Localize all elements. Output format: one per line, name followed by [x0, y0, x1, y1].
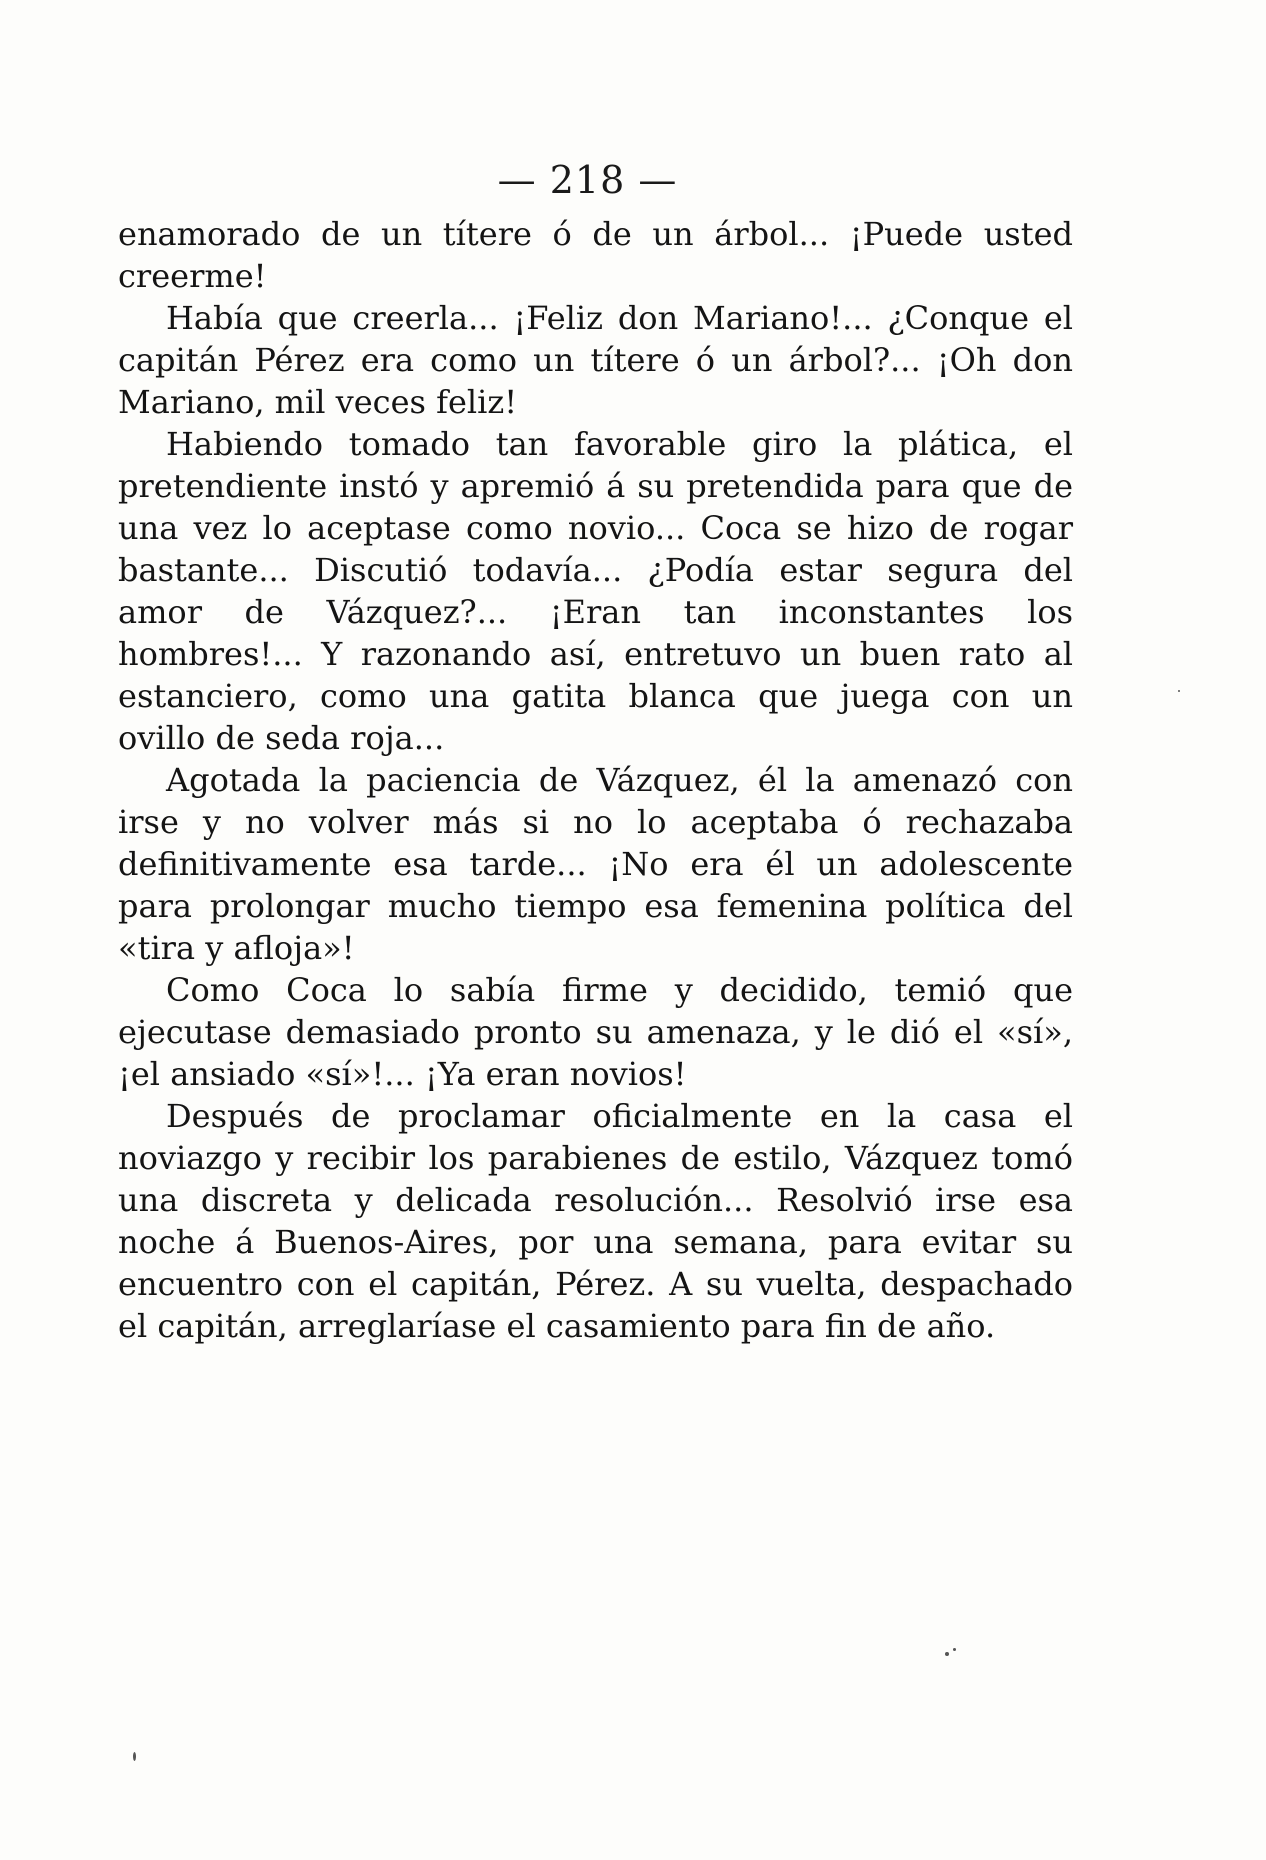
paragraph: Habiendo tomado tan favorable giro la plática, el pretendiente instó y apremió á su pretendida para que de una vez lo aceptase como novio... Coca se hizo de rogar bastante... Discutió todavía... ¿Podía estar segura del amor de Vázquez?... ¡Eran tan inconstantes los hombres!... Y razonando así, entretuvo un buen rato al estanciero, como una gatita blanca que juega con un ovillo de seda roja...: [118, 425, 1073, 757]
ink-speck: [953, 1648, 956, 1651]
paragraph: Después de proclamar oficialmente en la casa el noviazgo y recibir los parabienes de estilo, Vázquez tomó una discreta y delicada resolución... Resolvió irse esa noche á Buenos-Aires, por una semana, para evitar su encuentro con el capitán, Pérez. A su vuelta, despachado el capitán, arreglaríase el casamiento para fin de año.: [118, 1097, 1073, 1345]
body-text: [118, 213, 1073, 1347]
page-number: — 218 —: [497, 158, 678, 202]
paragraph: Agotada la paciencia de Vázquez, él la amenazó con irse y no volver más si no lo aceptaba ó rechazaba definitivamente esa tarde... ¡No era él un adolescente para prolongar mucho tiempo esa femenina política del «tira y afloja»!: [118, 761, 1073, 967]
paragraph-continued: enamorado de un títere ó de un árbol... ¡Puede usted creerme!: [118, 215, 1073, 295]
ink-speck: [1178, 690, 1180, 692]
paragraph: Había que creerla... ¡Feliz don Mariano!... ¿Conque el capitán Pérez era como un títere ó un árbol?... ¡Oh don Mariano, mil veces feliz!: [118, 299, 1073, 421]
ink-speck: [133, 1752, 136, 1761]
paragraph: Como Coca lo sabía firme y decidido, temió que ejecutase demasiado pronto su amenaza, y le dió el «sí», ¡el ansiado «sí»!... ¡Ya eran novios!: [118, 971, 1073, 1093]
ink-speck: [945, 1652, 949, 1656]
